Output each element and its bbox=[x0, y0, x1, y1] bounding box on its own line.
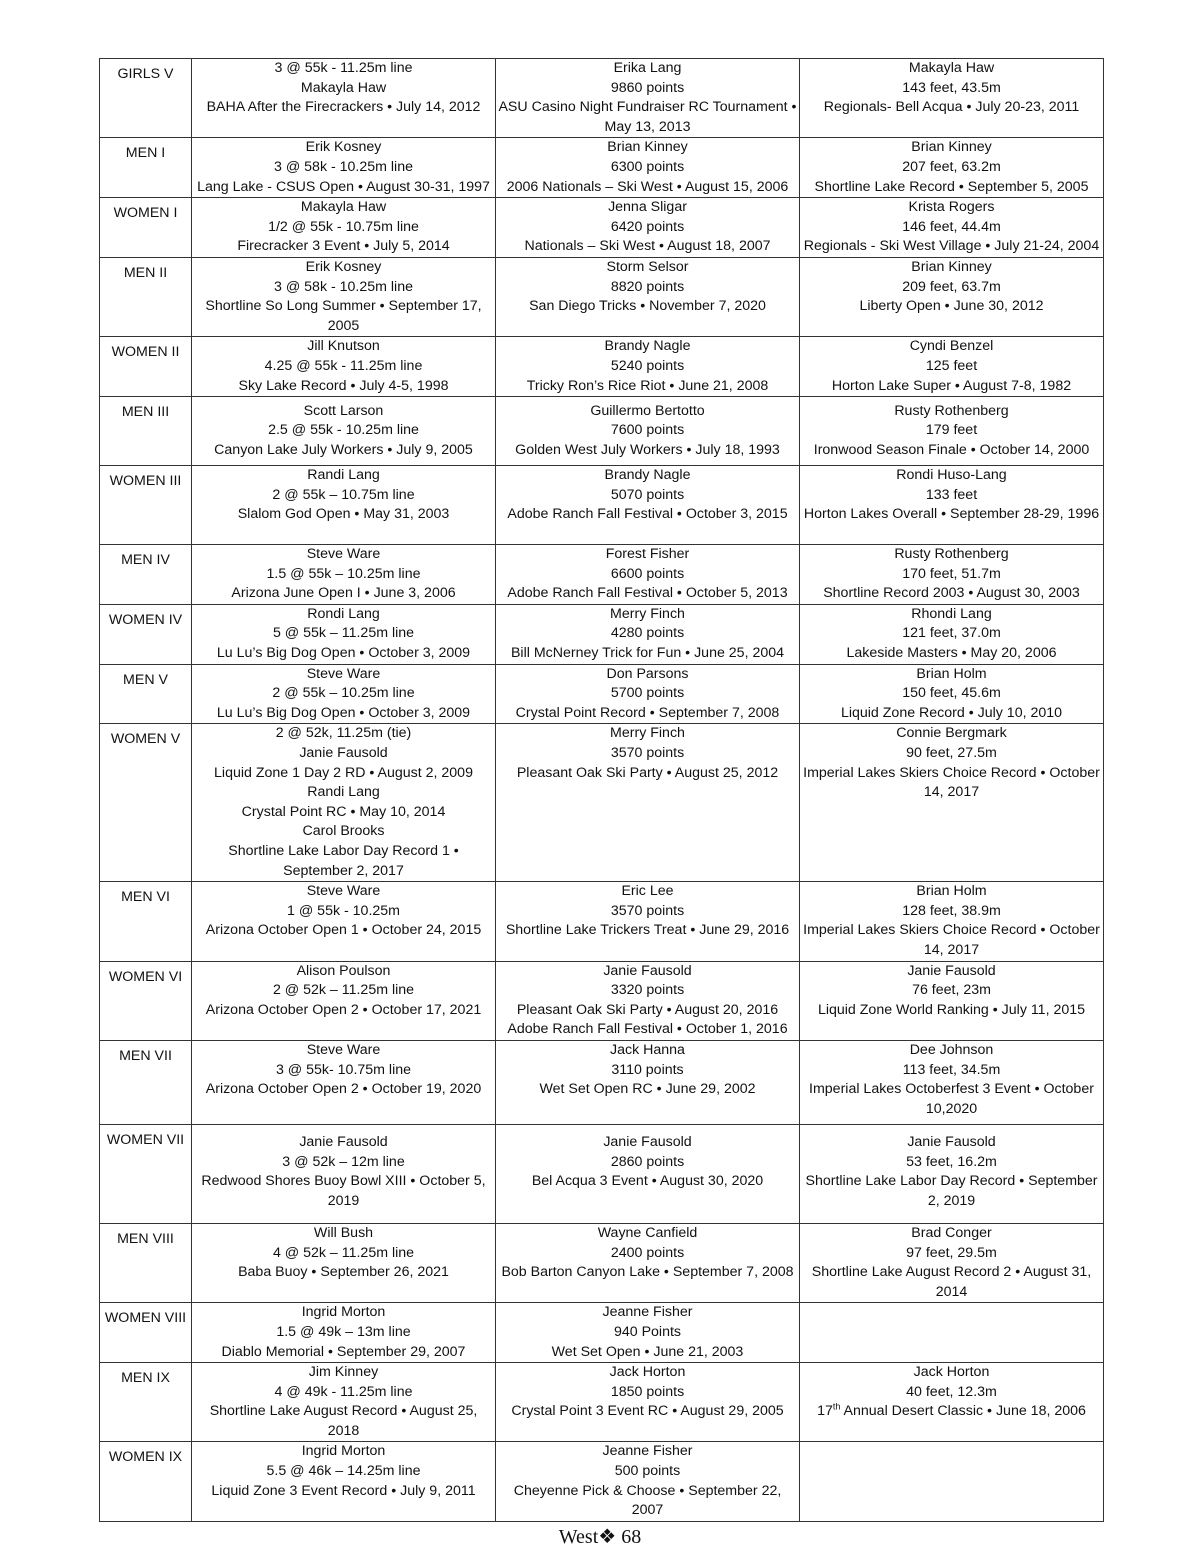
jump-line: 113 feet, 34.5m bbox=[902, 1061, 1001, 1078]
tricks-line: Pleasant Oak Ski Party • August 20, 2016 bbox=[516, 1001, 779, 1018]
tricks-line: 6600 points bbox=[610, 565, 685, 582]
tricks-line: 6300 points bbox=[610, 158, 685, 175]
table-row bbox=[100, 1040, 1104, 1124]
division-label: WOMEN IV bbox=[108, 611, 183, 628]
slalom-line: Jill Knutson bbox=[307, 338, 380, 355]
jump-line: Brian Holm bbox=[916, 883, 987, 900]
tricks-line: Brian Kinney bbox=[607, 139, 688, 156]
tricks-line: Tricky Ron’s Rice Riot • June 21, 2008 bbox=[526, 377, 769, 394]
tricks-line: 5240 points bbox=[610, 357, 685, 374]
jump-line: 207 feet, 63.2m bbox=[902, 158, 1001, 175]
table-row bbox=[100, 337, 1104, 397]
jump-line: Makayla Haw bbox=[908, 60, 995, 76]
jump-cell bbox=[800, 724, 1104, 882]
slalom-line: Liquid Zone 1 Day 2 RD • August 2, 2009 bbox=[214, 764, 473, 781]
tricks-line: 4280 points bbox=[610, 625, 685, 642]
slalom-line: 2 @ 55k – 10.75m line bbox=[272, 486, 415, 503]
division-label: MEN III bbox=[121, 404, 170, 421]
tricks-cell bbox=[496, 1363, 800, 1442]
jump-line: 97 feet, 29.5m bbox=[906, 1244, 997, 1261]
slalom-line: Alison Poulson bbox=[296, 962, 391, 979]
division-label: WOMEN VII bbox=[106, 1131, 185, 1148]
division-cell bbox=[100, 882, 192, 961]
slalom-line: Lang Lake - CSUS Open • August 30-31, 1997 bbox=[197, 178, 490, 195]
division-label: MEN VIII bbox=[117, 1230, 174, 1247]
slalom-line: Jim Kinney bbox=[308, 1364, 379, 1381]
jump-cell bbox=[800, 337, 1104, 397]
jump-line: 125 feet bbox=[925, 357, 978, 374]
tricks-line: Jenna Sligar bbox=[608, 199, 687, 216]
tricks-line: Storm Selsor bbox=[606, 258, 689, 275]
slalom-line: Janie Fausold bbox=[299, 1133, 388, 1150]
tricks-line: Janie Fausold bbox=[603, 962, 692, 979]
slalom-line: Ingrid Morton bbox=[301, 1304, 386, 1321]
slalom-line: Redwood Shores Buoy Bowl XIII • October 5, 2019 bbox=[201, 1173, 486, 1209]
tricks-cell bbox=[496, 882, 800, 961]
slalom-line: 1.5 @ 49k – 13m line bbox=[276, 1323, 411, 1340]
division-cell bbox=[100, 545, 192, 605]
table-row bbox=[100, 198, 1104, 258]
tricks-line: 500 points bbox=[614, 1463, 681, 1480]
slalom-line: Steve Ware bbox=[306, 1041, 381, 1058]
slalom-cell bbox=[192, 604, 496, 664]
table-row bbox=[100, 138, 1104, 198]
tricks-line: 3110 points bbox=[611, 1061, 684, 1078]
jump-line: Rusty Rothenberg bbox=[894, 402, 1009, 419]
jump-line: Brian Holm bbox=[916, 665, 987, 682]
jump-line: Ironwood Season Finale • October 14, 2000 bbox=[813, 441, 1090, 458]
table-row bbox=[100, 1442, 1104, 1521]
division-label: MEN IV bbox=[121, 552, 170, 569]
table-row bbox=[100, 664, 1104, 724]
slalom-line: Steve Ware bbox=[306, 665, 381, 682]
tricks-cell bbox=[496, 1124, 800, 1223]
tricks-line: Forest Fisher bbox=[605, 546, 690, 563]
slalom-line: Janie Fausold bbox=[299, 745, 388, 762]
division-label: WOMEN VIII bbox=[104, 1310, 187, 1327]
jump-line: Krista Rogers bbox=[908, 199, 995, 216]
slalom-line: 3 @ 58k - 10.25m line bbox=[273, 278, 413, 295]
jump-line: Lakeside Masters • May 20, 2006 bbox=[846, 645, 1057, 662]
slalom-line: 4 @ 52k – 11.25m line bbox=[272, 1244, 415, 1261]
table-row bbox=[100, 724, 1104, 882]
slalom-cell bbox=[192, 664, 496, 724]
tricks-line: Erika Lang bbox=[613, 60, 682, 76]
jump-cell bbox=[800, 1040, 1104, 1124]
slalom-line: Lu Lu’s Big Dog Open • October 3, 2009 bbox=[216, 704, 471, 721]
slalom-line: Crystal Point RC • May 10, 2014 bbox=[241, 803, 446, 820]
slalom-line: BAHA After the Firecrackers • July 14, 2012 bbox=[206, 99, 481, 116]
jump-line: Shortline Lake Record • September 5, 2005 bbox=[814, 178, 1089, 195]
jump-line: Dee Johnson bbox=[909, 1041, 994, 1058]
tricks-line: 2860 points bbox=[610, 1153, 685, 1170]
slalom-cell bbox=[192, 1442, 496, 1521]
jump-line: Shortline Record 2003 • August 30, 2003 bbox=[823, 585, 1080, 602]
division-label: MEN V bbox=[123, 671, 168, 688]
slalom-cell bbox=[192, 724, 496, 882]
slalom-cell bbox=[192, 1363, 496, 1442]
slalom-line: Shortline Lake August Record • August 25, 2018 bbox=[209, 1403, 478, 1439]
tricks-line: Shortline Lake Trickers Treat • June 29, 2016 bbox=[505, 922, 790, 939]
slalom-line: Slalom God Open • May 31, 2003 bbox=[237, 506, 450, 523]
jump-line: Regionals- Bell Acqua • July 20-23, 2011 bbox=[823, 99, 1080, 116]
slalom-line: 2 @ 55k – 10.25m line bbox=[272, 685, 415, 702]
table-row bbox=[100, 545, 1104, 605]
jump-line: Brian Kinney bbox=[911, 258, 992, 275]
jump-line: 121 feet, 37.0m bbox=[902, 625, 1001, 642]
jump-cell bbox=[800, 397, 1104, 466]
slalom-line: 1.5 @ 55k – 10.25m line bbox=[266, 565, 421, 582]
table-row bbox=[100, 882, 1104, 961]
jump-cell bbox=[800, 604, 1104, 664]
division-cell bbox=[100, 961, 192, 1040]
jump-line: Horton Lake Super • August 7-8, 1982 bbox=[831, 377, 1072, 394]
jump-line: Imperial Lakes Octoberfest 3 Event • October 10,2020 bbox=[809, 1081, 1094, 1117]
tricks-line: Merry Finch bbox=[610, 725, 685, 742]
tricks-line: 3570 points bbox=[610, 745, 685, 762]
tricks-cell bbox=[496, 545, 800, 605]
tricks-line: Jeanne Fisher bbox=[602, 1304, 693, 1321]
slalom-line: Diablo Memorial • September 29, 2007 bbox=[221, 1343, 466, 1360]
slalom-line: 4 @ 49k - 11.25m line bbox=[274, 1383, 413, 1400]
footer-section: West bbox=[558, 1526, 599, 1548]
jump-line: 150 feet, 45.6m bbox=[902, 685, 1001, 702]
division-label: MEN VI bbox=[121, 889, 170, 906]
jump-line: Brian Kinney bbox=[911, 139, 992, 156]
table-row bbox=[100, 1303, 1104, 1363]
jump-cell bbox=[800, 545, 1104, 605]
jump-cell bbox=[800, 466, 1104, 545]
tricks-cell bbox=[496, 961, 800, 1040]
tricks-line: Adobe Ranch Fall Festival • October 1, 2016 bbox=[507, 1021, 788, 1038]
tricks-line: 9860 points bbox=[610, 79, 685, 96]
tricks-line: Jack Horton bbox=[609, 1364, 686, 1381]
jump-line: 40 feet, 12.3m bbox=[906, 1383, 997, 1400]
division-cell bbox=[100, 664, 192, 724]
tricks-line: 940 Points bbox=[613, 1323, 682, 1340]
slalom-line: Steve Ware bbox=[306, 883, 381, 900]
division-label: WOMEN V bbox=[110, 731, 181, 748]
slalom-line: Sky Lake Record • July 4-5, 1998 bbox=[238, 377, 449, 394]
division-cell bbox=[100, 1040, 192, 1124]
jump-line: Liquid Zone Record • July 10, 2010 bbox=[840, 704, 1063, 721]
tricks-cell bbox=[496, 604, 800, 664]
jump-cell bbox=[800, 138, 1104, 198]
slalom-line: Liquid Zone 3 Event Record • July 9, 2011 bbox=[211, 1482, 476, 1499]
jump-line: Imperial Lakes Skiers Choice Record • October 14, 2017 bbox=[803, 764, 1100, 801]
slalom-line: Steve Ware bbox=[306, 546, 381, 563]
tricks-line: 2006 Nationals – Ski West • August 15, 2006 bbox=[506, 178, 789, 195]
tricks-line: Crystal Point Record • September 7, 2008 bbox=[515, 704, 780, 721]
slalom-line: Arizona June Open I • June 3, 2006 bbox=[231, 585, 456, 602]
tricks-line: Jack Hanna bbox=[610, 1041, 685, 1058]
slalom-line: Makayla Haw bbox=[300, 199, 387, 216]
jump-cell bbox=[800, 1442, 1104, 1521]
slalom-line: Will Bush bbox=[313, 1224, 374, 1241]
table-row bbox=[100, 59, 1104, 138]
tricks-line: 6420 points bbox=[610, 218, 685, 235]
jump-line: 53 feet, 16.2m bbox=[906, 1153, 997, 1170]
tricks-cell bbox=[496, 1303, 800, 1363]
slalom-line: Lu Lu’s Big Dog Open • October 3, 2009 bbox=[216, 645, 471, 662]
slalom-line: 3 @ 58k - 10.25m line bbox=[273, 158, 413, 175]
slalom-line: Rondi Lang bbox=[307, 605, 380, 622]
tricks-line: Nationals – Ski West • August 18, 2007 bbox=[524, 238, 771, 255]
jump-cell bbox=[800, 198, 1104, 258]
tricks-line: Bill McNerney Trick for Fun • June 25, 2004 bbox=[510, 645, 785, 662]
jump-cell bbox=[800, 1363, 1104, 1442]
tricks-cell bbox=[496, 466, 800, 545]
tricks-line: Wayne Canfield bbox=[597, 1224, 698, 1241]
table-row bbox=[100, 1363, 1104, 1442]
jump-line: 128 feet, 38.9m bbox=[902, 902, 1001, 919]
jump-line: 170 feet, 51.7m bbox=[902, 565, 1001, 582]
jump-line: 143 feet, 43.5m bbox=[902, 79, 1001, 96]
division-cell bbox=[100, 198, 192, 258]
jump-line: Shortline Lake Labor Day Record • September 2, 2019 bbox=[805, 1173, 1098, 1209]
slalom-line: Ingrid Morton bbox=[301, 1443, 386, 1460]
slalom-line: Arizona October Open 2 • October 19, 2020 bbox=[205, 1081, 482, 1098]
slalom-cell bbox=[192, 337, 496, 397]
jump-line: Liquid Zone World Ranking • July 11, 2015 bbox=[817, 1001, 1086, 1018]
slalom-line: Shortline Lake Labor Day Record 1 • September 2, 2017 bbox=[228, 843, 459, 879]
table-row bbox=[100, 961, 1104, 1040]
slalom-line: Shortline So Long Summer • September 17, 2005 bbox=[205, 298, 482, 334]
tricks-cell bbox=[496, 1223, 800, 1302]
jump-line: Imperial Lakes Skiers Choice Record • October 14, 2017 bbox=[803, 922, 1100, 958]
division-cell bbox=[100, 1363, 192, 1442]
division-label: WOMEN II bbox=[111, 344, 180, 361]
tricks-cell bbox=[496, 1040, 800, 1124]
slalom-line: 2.5 @ 55k - 10.25m line bbox=[268, 422, 419, 439]
footer-symbol: ❖ bbox=[598, 1526, 617, 1548]
tricks-cell bbox=[496, 138, 800, 198]
division-label: MEN IX bbox=[121, 1370, 170, 1387]
tricks-line: Golden West July Workers • July 18, 1993 bbox=[515, 441, 780, 458]
division-cell bbox=[100, 59, 192, 138]
slalom-line: Carol Brooks bbox=[302, 823, 385, 840]
tricks-line: 2400 points bbox=[610, 1244, 685, 1261]
tricks-line: Adobe Ranch Fall Festival • October 5, 2013 bbox=[507, 585, 788, 602]
division-cell bbox=[100, 138, 192, 198]
slalom-line: 5 @ 55k – 11.25m line bbox=[272, 625, 415, 642]
slalom-line: Erik Kosney bbox=[305, 258, 382, 275]
jump-line: Rhondi Lang bbox=[911, 605, 992, 622]
division-cell bbox=[100, 466, 192, 545]
table-row bbox=[100, 1124, 1104, 1223]
tricks-cell bbox=[496, 337, 800, 397]
slalom-line: 2 @ 52k, 11.25m (tie) bbox=[275, 725, 412, 742]
tricks-line: 5070 points bbox=[610, 486, 685, 503]
slalom-cell bbox=[192, 961, 496, 1040]
slalom-line: Arizona October Open 2 • October 17, 2021 bbox=[205, 1001, 482, 1018]
division-cell bbox=[100, 397, 192, 466]
records-table bbox=[99, 58, 1104, 1522]
division-label: GIRLS V bbox=[117, 66, 174, 82]
slalom-line: Baba Buoy • September 26, 2021 bbox=[238, 1264, 449, 1281]
slalom-line: 1 @ 55k - 10.25m bbox=[287, 902, 400, 919]
jump-cell bbox=[800, 1124, 1104, 1223]
slalom-line: 3 @ 52k – 12m line bbox=[282, 1153, 405, 1170]
tricks-line: 3320 points bbox=[610, 982, 685, 999]
slalom-cell bbox=[192, 1124, 496, 1223]
tricks-line: Adobe Ranch Fall Festival • October 3, 2015 bbox=[507, 506, 788, 523]
table-row bbox=[100, 397, 1104, 466]
tricks-line: Jeanne Fisher bbox=[602, 1443, 693, 1460]
jump-line: Janie Fausold bbox=[907, 962, 996, 979]
jump-line: Rondi Huso-Lang bbox=[896, 467, 1007, 484]
slalom-line: 2 @ 52k – 11.25m line bbox=[272, 982, 415, 999]
jump-cell bbox=[800, 882, 1104, 961]
jump-line: 133 feet bbox=[925, 486, 978, 503]
tricks-cell bbox=[496, 257, 800, 336]
jump-line: 179 feet bbox=[925, 422, 978, 439]
division-cell bbox=[100, 1442, 192, 1521]
jump-line: 90 feet, 27.5m bbox=[906, 745, 997, 762]
jump-line: Jack Horton bbox=[913, 1364, 990, 1381]
slalom-line: 3 @ 55k - 11.25m line bbox=[274, 60, 413, 76]
division-cell bbox=[100, 1223, 192, 1302]
slalom-cell bbox=[192, 545, 496, 605]
page-footer bbox=[0, 1524, 1200, 1549]
slalom-cell bbox=[192, 257, 496, 336]
slalom-line: Arizona October Open 1 • October 24, 2015 bbox=[205, 922, 482, 939]
tricks-line: Brandy Nagle bbox=[604, 338, 691, 355]
tricks-line: Pleasant Oak Ski Party • August 25, 2012 bbox=[516, 764, 779, 781]
slalom-cell bbox=[192, 59, 496, 138]
jump-cell bbox=[800, 59, 1104, 138]
slalom-line: Scott Larson bbox=[303, 402, 384, 419]
slalom-line: Firecracker 3 Event • July 5, 2014 bbox=[237, 238, 450, 255]
tricks-line: Crystal Point 3 Event RC • August 29, 2005 bbox=[511, 1403, 784, 1420]
jump-line: Connie Bergmark bbox=[896, 725, 1007, 742]
slalom-line: Randi Lang bbox=[307, 467, 380, 484]
tricks-cell bbox=[496, 1442, 800, 1521]
tricks-cell bbox=[496, 198, 800, 258]
division-cell bbox=[100, 257, 192, 336]
tricks-line: Janie Fausold bbox=[603, 1133, 692, 1150]
tricks-line: 1850 points bbox=[610, 1383, 685, 1400]
tricks-cell bbox=[496, 397, 800, 466]
division-cell bbox=[100, 724, 192, 882]
tricks-line: 5700 points bbox=[610, 685, 685, 702]
slalom-cell bbox=[192, 1303, 496, 1363]
jump-line: Cyndi Benzel bbox=[909, 338, 994, 355]
tricks-line: 3570 points bbox=[610, 902, 685, 919]
jump-cell bbox=[800, 664, 1104, 724]
tricks-line: Cheyenne Pick & Choose • September 22, 2007 bbox=[513, 1482, 782, 1519]
jump-line: 17th Annual Desert Classic • June 18, 2006 bbox=[817, 1401, 1086, 1420]
tricks-line: 7600 points bbox=[610, 422, 685, 439]
tricks-line: Bob Barton Canyon Lake • September 7, 2008 bbox=[501, 1264, 794, 1281]
division-label: WOMEN III bbox=[109, 473, 182, 490]
slalom-line: 3 @ 55k- 10.75m line bbox=[275, 1061, 412, 1078]
tricks-line: Brandy Nagle bbox=[604, 467, 691, 484]
slalom-cell bbox=[192, 397, 496, 466]
slalom-line: Erik Kosney bbox=[305, 139, 382, 156]
jump-line: 146 feet, 44.4m bbox=[902, 218, 1001, 235]
division-label: MEN VII bbox=[119, 1047, 172, 1064]
division-label: WOMEN VI bbox=[108, 968, 183, 985]
jump-line: Regionals - Ski West Village • July 21-24, 2004 bbox=[803, 238, 1100, 255]
jump-line: 76 feet, 23m bbox=[912, 982, 991, 999]
jump-line: Horton Lakes Overall • September 28-29, 1996 bbox=[803, 506, 1100, 523]
tricks-line: ASU Casino Night Fundraiser RC Tournament • May 13, 2013 bbox=[498, 99, 797, 135]
table-row bbox=[100, 257, 1104, 336]
table-row bbox=[100, 604, 1104, 664]
jump-cell bbox=[800, 1303, 1104, 1363]
division-cell bbox=[100, 337, 192, 397]
jump-line: Shortline Lake August Record 2 • August 31, 2014 bbox=[811, 1264, 1092, 1300]
tricks-line: 8820 points bbox=[610, 278, 685, 295]
jump-cell bbox=[800, 1223, 1104, 1302]
jump-cell bbox=[800, 257, 1104, 336]
tricks-cell bbox=[496, 664, 800, 724]
tricks-line: San Diego Tricks • November 7, 2020 bbox=[529, 298, 766, 315]
slalom-line: 1/2 @ 55k - 10.75m line bbox=[268, 218, 419, 235]
tricks-cell bbox=[496, 724, 800, 882]
division-cell bbox=[100, 1124, 192, 1223]
jump-line: Rusty Rothenberg bbox=[894, 546, 1009, 563]
division-label: MEN I bbox=[125, 145, 166, 162]
jump-line: Brad Conger bbox=[911, 1224, 992, 1241]
slalom-line: 5.5 @ 46k – 14.25m line bbox=[266, 1463, 421, 1480]
slalom-line: 4.25 @ 55k - 11.25m line bbox=[264, 357, 423, 374]
division-cell bbox=[100, 1303, 192, 1363]
records-body bbox=[100, 59, 1104, 1522]
table-row bbox=[100, 1223, 1104, 1302]
tricks-line: Bel Acqua 3 Event • August 30, 2020 bbox=[531, 1173, 764, 1190]
jump-line: Liberty Open • June 30, 2012 bbox=[859, 298, 1044, 315]
division-label: WOMEN I bbox=[113, 205, 178, 222]
jump-line: Janie Fausold bbox=[907, 1133, 996, 1150]
slalom-line: Randi Lang bbox=[307, 784, 380, 801]
division-cell bbox=[100, 604, 192, 664]
slalom-cell bbox=[192, 138, 496, 198]
tricks-cell bbox=[496, 59, 800, 138]
slalom-cell bbox=[192, 882, 496, 961]
slalom-cell bbox=[192, 1223, 496, 1302]
table-row bbox=[100, 466, 1104, 545]
tricks-line: Merry Finch bbox=[610, 605, 685, 622]
jump-line: 209 feet, 63.7m bbox=[902, 278, 1001, 295]
tricks-line: Eric Lee bbox=[621, 883, 674, 900]
division-label: MEN II bbox=[123, 264, 168, 281]
slalom-line: Canyon Lake July Workers • July 9, 2005 bbox=[214, 441, 473, 458]
tricks-line: Wet Set Open • June 21, 2003 bbox=[551, 1343, 744, 1360]
slalom-cell bbox=[192, 466, 496, 545]
footer-page-number: 68 bbox=[621, 1526, 642, 1548]
division-label: WOMEN IX bbox=[108, 1449, 183, 1466]
slalom-cell bbox=[192, 198, 496, 258]
tricks-line: Don Parsons bbox=[606, 665, 689, 682]
slalom-line: Makayla Haw bbox=[300, 79, 387, 96]
tricks-line: Wet Set Open RC • June 29, 2002 bbox=[539, 1081, 756, 1098]
jump-cell bbox=[800, 961, 1104, 1040]
slalom-cell bbox=[192, 1040, 496, 1124]
tricks-line: Guillermo Bertotto bbox=[590, 402, 705, 419]
